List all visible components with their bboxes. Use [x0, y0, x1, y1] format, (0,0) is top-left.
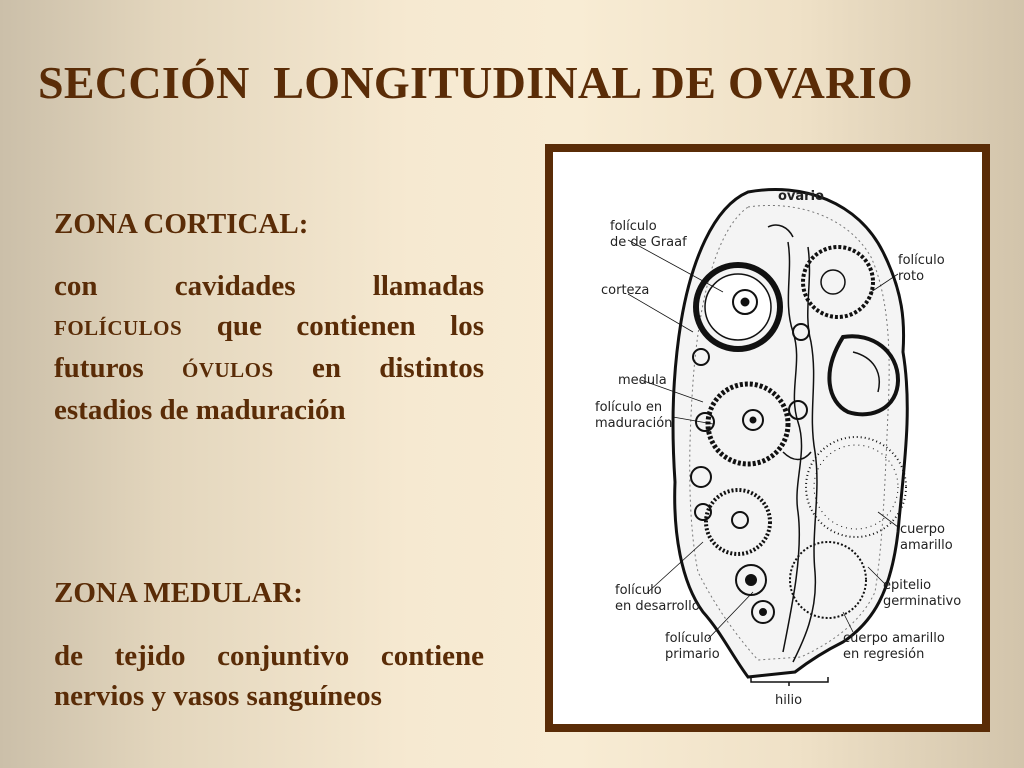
medular-text: de tejido conjuntivo contiene nervios y vasos sanguíneos	[54, 640, 484, 712]
cortical-line-1: con cavidades llamadas	[54, 270, 484, 302]
cortical-line-4: estadios de maduración	[54, 394, 346, 426]
label-ovario: ovario	[778, 189, 824, 204]
label-epitelio-2: germinativo	[883, 594, 962, 609]
label-maduracion-1: folículo en	[595, 400, 663, 415]
label-primario-1: folículo	[665, 631, 712, 646]
cortical-line-3a: futuros	[54, 352, 182, 384]
label-primario-2: primario	[665, 647, 720, 662]
label-hilio: hilio	[775, 693, 803, 708]
label-amarillo-1: cuerpo	[900, 522, 945, 537]
hilio-bracket	[751, 677, 828, 686]
label-amarillo-2: amarillo	[900, 538, 953, 553]
cortical-line-3	[54, 348, 484, 390]
label-maduracion-2: maduración	[595, 416, 673, 431]
label-desarrollo-1: folículo	[615, 583, 662, 598]
term-foliculos: FOLÍCULOS	[54, 316, 183, 340]
slide-title: SECCIÓN LONGITUDINAL DE OVARIO	[38, 57, 913, 108]
medular-heading: ZONA MEDULAR:	[54, 577, 303, 609]
cortical-line-2-text: que contienen los	[182, 310, 484, 342]
follicle-graaf	[696, 265, 780, 349]
label-regresion-2: en regresión	[843, 647, 925, 662]
cortical-line-3b: en distintos	[273, 352, 484, 384]
label-corteza: corteza	[601, 283, 650, 298]
term-ovulos: ÓVULOS	[181, 358, 274, 382]
label-desarrollo-2: en desarrollo	[615, 599, 700, 614]
label-roto-1: folículo	[898, 253, 945, 268]
label-graaf-2: de de Graaf	[610, 235, 687, 250]
label-medula: medula	[618, 373, 667, 388]
cortical-text	[54, 266, 484, 430]
ovary-diagram	[553, 152, 982, 724]
cortical-heading: ZONA CORTICAL:	[54, 208, 309, 240]
label-roto-2: roto	[898, 269, 925, 284]
ovary-diagram-frame	[545, 144, 990, 732]
label-epitelio-1: epitelio	[883, 578, 932, 593]
label-graaf-1: folículo	[610, 219, 657, 234]
cortical-line-2	[54, 306, 484, 348]
label-regresion-1: cuerpo amarillo	[843, 631, 945, 646]
